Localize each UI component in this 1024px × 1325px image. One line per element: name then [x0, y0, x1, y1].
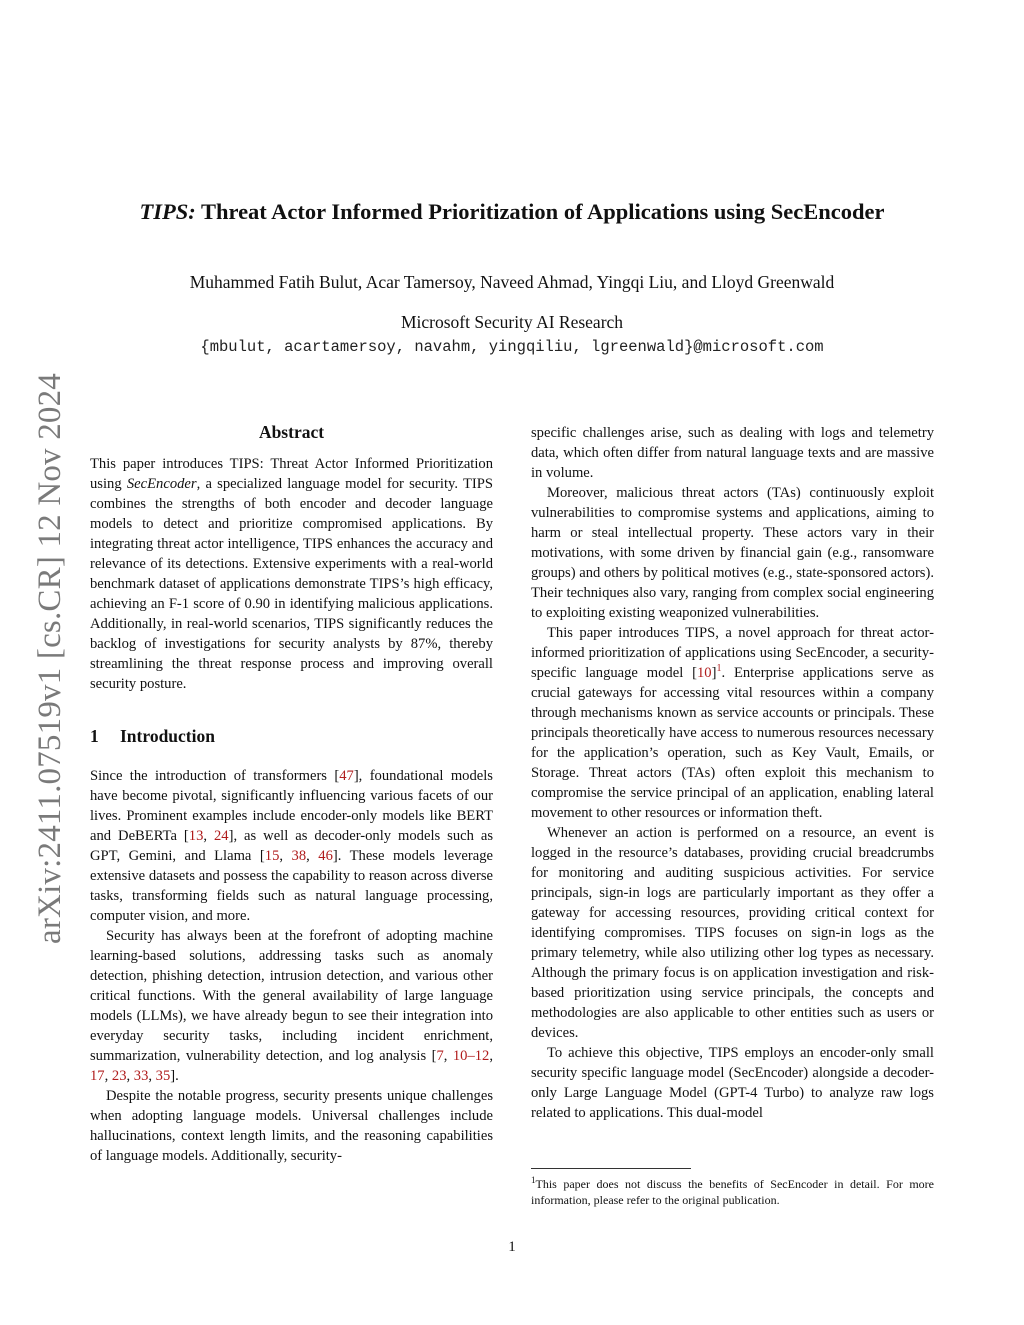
intro-paragraph-1: Since the introduction of transformers [47], foundational models have become pivotal, significantly influencing various facets of our lives. Prominent examples include encoder-only models like BERT and DeBERTa [13, 24], as well as decoder-only models such as GPT, Gemini, and Llama [15, 38, 46]. These models leverage extensive datasets and possess the capability to reason across diverse tasks, transforming fields such as natural language processing, computer vision, and more. — [90, 768, 494, 924]
title-italic-part: TIPS: — [139, 199, 196, 224]
citation-link[interactable]: 17 — [90, 1068, 105, 1084]
citation-link[interactable]: 35 — [155, 1068, 171, 1084]
affiliation: Microsoft Security AI Research — [400, 312, 624, 332]
footnote-divider — [531, 1168, 691, 1169]
citation-link[interactable]: 33 — [133, 1068, 149, 1084]
citation-link[interactable]: 23 — [111, 1068, 127, 1084]
secencoder-term: SecEncoder — [126, 476, 197, 492]
intro-paragraph-7: To achieve this objective, TIPS employs an encoder-only small security specific language model (SecEncoder) alongside a decoder-only Large Language Model (GPT-4 Turbo) to analyze raw logs related to applications. This dual-model — [531, 1045, 934, 1121]
abstract-heading: Abstract — [258, 422, 325, 442]
paper-title — [90, 197, 934, 227]
author-emails[interactable]: {mbulut, acartamersoy, navahm, yingqiliu, lgreenwald}@microsoft.com — [200, 338, 824, 356]
page-number: 1 — [508, 1239, 516, 1255]
intro-paragraph-5: This paper introduces TIPS, a novel approach for threat actor-informed prioritization of applications using SecEncoder, a security-specific language model [10]$^1$. Enterprise applications serve as crucial gateways for accessing vital resources within a company through mechanisms known as service accounts or principals. These principals theoretically have access to numerous resources necessary for the application’s operation, such as Key Vault, Emails, or Storage. Threat actors (TAs) often exploit this mechanism to compromise the service principal of an application, enabling lateral movement to other resources or information theft. — [531, 625, 934, 821]
footnote-text: This paper does not discuss the benefits of SecEncoder in detail. For more information, please refer to the original publication. — [531, 1177, 934, 1207]
citation-link[interactable]: 15 — [264, 848, 280, 864]
citation-link[interactable]: 46 — [318, 848, 333, 864]
footnote-marker[interactable]: 1 — [716, 663, 722, 675]
citation-link[interactable]: 47 — [339, 768, 354, 784]
title-rest: Threat Actor Informed Prioritization of Applications using SecEncoder — [195, 199, 885, 224]
footnote — [531, 1176, 934, 1208]
section-title: Introduction — [120, 726, 215, 746]
author-list: Muhammed Fatih Bulut, Acar Tamersoy, Naveed Ahmad, Yingqi Liu, and Lloyd Greenwald — [189, 272, 835, 292]
intro-paragraph-2: Security has always been at the forefront of adopting machine learning-based solutions, addressing tasks such as anomaly detection, phishing detection, intrusion detection, and various other critical functions. With the general availability of large language models (LLMs), we have already begun to see their integration into everyday security tasks, including incident enrichment, summarization, vulnerability detection, and log analysis [7, 10–12, 17, 23, 33, 35]. — [90, 928, 493, 1084]
left-column — [90, 420, 493, 1166]
intro-paragraph-3-continued: specific challenges arise, such as dealing with logs and telemetry data, which often differ from natural language texts and are massive in volume. — [531, 425, 934, 481]
section-heading-introduction — [90, 724, 493, 748]
arxiv-identifier-stamp[interactable]: arXiv:2411.07519v1 [cs.CR] 12 Nov 2024 — [32, 372, 68, 944]
intro-paragraph-6: Whenever an action is performed on a resource, an event is logged in the resource’s databases, providing crucial breadcrumbs for monitoring and auditing suspicious activities. For service principals, sign-in logs are particularly important as they offer a gateway for accessing resources, providing critical context for identifying compromises. TIPS focuses on sign-in logs as the primary telemetry, while also utilizing other log types as necessary. Although the primary focus is on application investigation and risk-based prioritization using service principals, the concepts and methodologies are also applicable to other entities such as users or devices. — [531, 825, 934, 1041]
citation-link[interactable]: 10–12 — [452, 1048, 490, 1064]
footnote-number: 1 — [531, 1175, 536, 1185]
right-column — [531, 423, 934, 1123]
citation-link[interactable]: 13 — [188, 828, 204, 844]
citation-link[interactable]: 10 — [696, 665, 712, 681]
section-number: 1 — [90, 726, 99, 746]
citation-link[interactable]: 24 — [213, 828, 229, 844]
abstract-paragraph: This paper introduces TIPS: Threat Actor Informed Prioritization using SecEncoder, a specialized language model for security. TIPS combines the strengths of both encoder and decoder language models to detect and prioritize compromised applications. By integrating threat actor intelligence, TIPS enhances the accuracy and relevance of its detections. Extensive experiments with a real-world benchmark dataset of applications demonstrate TIPS’s high efficacy, achieving an F-1 score of 0.90 in identifying malicious applications. Additionally, in real-world scenarios, TIPS significantly reduces the backlog of investigations for security analysts by 87%, thereby streamlining the threat response process and improving overall security posture. — [90, 456, 493, 692]
citation-link[interactable]: 7 — [436, 1048, 444, 1064]
intro-paragraph-3: Despite the notable progress, security presents unique challenges when adopting language models. Universal challenges include hallucinations, context length limits, and the reasoning capabilities of language models. Additionally, security- — [90, 1088, 493, 1164]
citation-link[interactable]: 38 — [291, 848, 307, 864]
intro-paragraph-4: Moreover, malicious threat actors (TAs) continuously exploit vulnerabilities to compromise systems and applications, aiming to harm or steal intellectual property. These actors vary in their motivations, with some driven by financial gain (e.g., ransomware groups) and others by political motives (e.g., state-sponsored actors). Their techniques also vary, ranging from complex social engineering to exploiting existing weaponized vulnerabilities. — [531, 485, 934, 621]
